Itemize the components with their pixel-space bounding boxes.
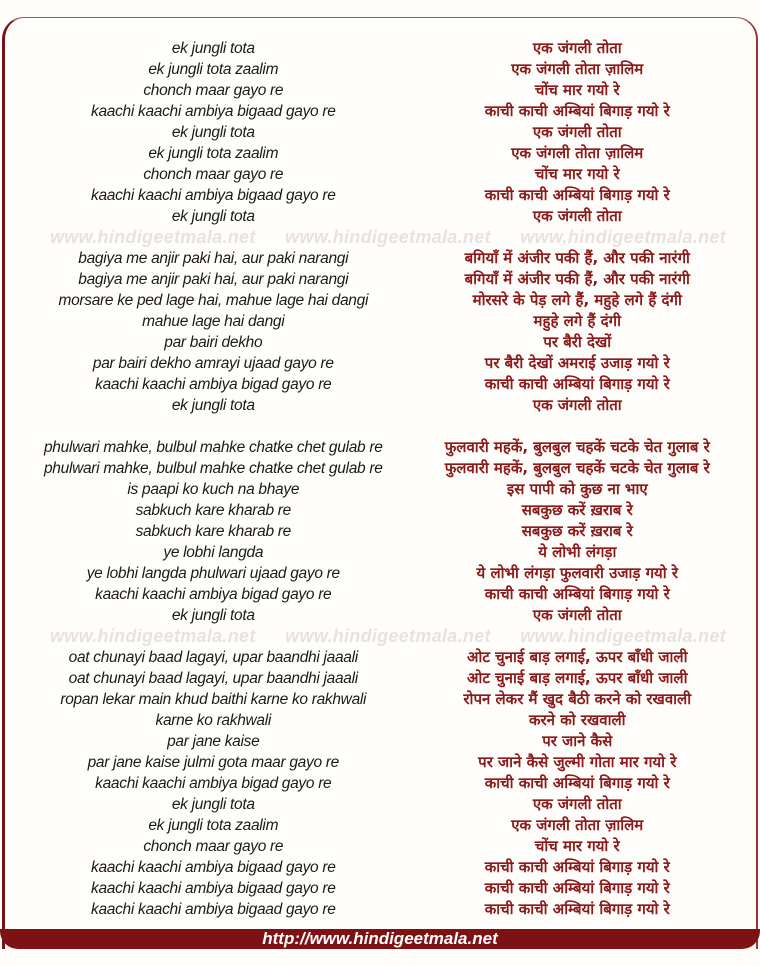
lyric-line-hi: ओट चुनाई बाड़ लगाई, ऊपर बाँधी जाली: [467, 648, 688, 666]
stanza-1: [24, 38, 752, 227]
lyric-line-hi: काची काची अम्बियां बिगाड़ गयो रे: [484, 774, 670, 792]
lyric-line-en: oat chunayi baad lagayi, upar baandhi jaaali: [68, 649, 358, 666]
lyric-line-en: par jane kaise: [167, 733, 260, 750]
lyric-line-hi: एक जंगली तोता: [532, 123, 622, 141]
lyric-line-hi: चोंच मार गयो रे: [534, 81, 620, 99]
lyric-line-en: bagiya me anjir paki hai, aur paki narangi: [78, 250, 349, 267]
watermark-text: www.hindigeetmala.net: [520, 626, 726, 646]
lyric-line-en: kaachi kaachi ambiya bigad gayo re: [95, 775, 332, 792]
watermark-row-2: [24, 626, 752, 647]
lyric-line-hi: बगियाँ में अंजीर पकी हैं, और पकी नारंगी: [464, 249, 690, 267]
lyric-line-en: bagiya me anjir paki hai, aur paki narangi: [78, 271, 349, 288]
lyric-line-en: ek jungli tota: [171, 397, 255, 414]
en-column: [24, 437, 403, 626]
lyric-line-hi: पर बैरी देखों अमराई उजाड़ गयो रे: [484, 354, 670, 372]
lyric-line-en: kaachi kaachi ambiya bigad gayo re: [95, 376, 332, 393]
en-column: [24, 248, 403, 416]
lyric-line-en: kaachi kaachi ambiya bigaad gayo re: [91, 187, 336, 204]
watermark-text: www.hindigeetmala.net: [50, 227, 256, 247]
hi-column: [403, 437, 752, 626]
lyric-line-en: par bairi dekho amrayi ujaad gayo re: [92, 355, 334, 372]
lyric-line-hi: फुलवारी महकें, बुलबुल चहकें चटके चेत गुलाब रे: [444, 459, 710, 477]
watermark-text: www.hindigeetmala.net: [285, 227, 491, 247]
lyric-line-en: chonch maar gayo re: [143, 838, 284, 855]
lyric-line-hi: काची काची अम्बियां बिगाड़ गयो रे: [484, 375, 670, 393]
lyric-line-en: karne ko rakhwali: [155, 712, 272, 729]
lyric-line-en: kaachi kaachi ambiya bigaad gayo re: [91, 859, 336, 876]
hi-column: [403, 647, 752, 920]
lyric-line-hi: काची काची अम्बियां बिगाड़ गयो रे: [484, 102, 670, 120]
lyric-line-hi: पर जाने कैसे: [542, 732, 613, 750]
lyric-line-hi: ये लोभी लंगड़ा फुलवारी उजाड़ गयो रे: [476, 564, 678, 582]
lyric-line-en: par bairi dekho: [164, 334, 263, 351]
lyric-line-hi: काची काची अम्बियां बिगाड़ गयो रे: [484, 900, 670, 918]
lyric-line-en: is paapi ko kuch na bhaye: [127, 481, 300, 498]
lyric-line-hi: काची काची अम्बियां बिगाड़ गयो रे: [484, 858, 670, 876]
watermark-text: www.hindigeetmala.net: [50, 626, 256, 646]
lyric-line-en: ek jungli tota zaalim: [148, 817, 279, 834]
lyric-line-en: ye lobhi langda: [163, 544, 264, 561]
lyric-line-en: oat chunayi baad lagayi, upar baandhi jaaali: [68, 670, 358, 687]
watermark-row-1: [24, 227, 752, 248]
lyric-line-en: par jane kaise julmi gota maar gayo re: [87, 754, 339, 771]
lyric-line-hi: एक जंगली तोता: [532, 795, 622, 813]
lyric-line-en: ye lobhi langda phulwari ujaad gayo re: [86, 565, 340, 582]
lyric-line-hi: काची काची अम्बियां बिगाड़ गयो रे: [484, 879, 670, 897]
lyric-line-en: ek jungli tota zaalim: [148, 61, 279, 78]
hi-column: [403, 248, 752, 416]
lyric-line-hi: रोपन लेकर मैं खुद बैठी करने को रखवाली: [463, 690, 692, 708]
footer-bar: [0, 929, 760, 949]
lyric-line-hi: काची काची अम्बियां बिगाड़ गयो रे: [484, 186, 670, 204]
lyric-line-hi: चोंच मार गयो रे: [534, 837, 620, 855]
stanza-4: [24, 647, 752, 920]
lyric-line-hi: काची काची अम्बियां बिगाड़ गयो रे: [484, 585, 670, 603]
lyric-line-en: ek jungli tota: [171, 208, 255, 225]
lyric-line-en: ek jungli tota zaalim: [148, 145, 279, 162]
lyric-line-en: phulwari mahke, bulbul mahke chatke chet gulab re: [43, 460, 383, 477]
hi-column: [403, 38, 752, 227]
lyrics-container: [24, 38, 752, 920]
lyric-line-hi: एक जंगली तोता: [532, 606, 622, 624]
lyric-line-en: ek jungli tota: [171, 40, 255, 57]
stanza-2: [24, 248, 752, 416]
lyric-line-en: ek jungli tota: [171, 796, 255, 813]
lyric-line-hi: ओट चुनाई बाड़ लगाई, ऊपर बाँधी जाली: [467, 669, 688, 687]
lyric-line-en: sabkuch kare kharab re: [135, 523, 291, 540]
lyric-line-en: chonch maar gayo re: [143, 166, 284, 183]
lyric-line-hi: मोरसरे के पेड़ लगे हैं, महुहे लगे हैं दंगी: [472, 291, 682, 309]
footer-site-url[interactable]: http://www.hindigeetmala.net: [262, 929, 498, 948]
lyric-line-en: morsare ke ped lage hai, mahue lage hai dangi: [58, 292, 369, 309]
lyric-line-en: mahue lage hai dangi: [142, 313, 285, 330]
lyric-line-en: ek jungli tota: [171, 607, 255, 624]
watermark-text: www.hindigeetmala.net: [520, 227, 726, 247]
lyric-line-en: kaachi kaachi ambiya bigaad gayo re: [91, 880, 336, 897]
lyric-line-hi: बगियाँ में अंजीर पकी हैं, और पकी नारंगी: [464, 270, 690, 288]
lyric-line-en: kaachi kaachi ambiya bigad gayo re: [95, 586, 332, 603]
lyric-line-hi: करने को रखवाली: [529, 711, 626, 729]
lyric-line-en: sabkuch kare kharab re: [135, 502, 291, 519]
lyric-line-en: chonch maar gayo re: [143, 82, 284, 99]
lyric-line-hi: सबकुछ करें ख़राब रे: [521, 501, 633, 519]
watermark-text: www.hindigeetmala.net: [285, 626, 491, 646]
en-column: [24, 647, 403, 920]
lyric-line-hi: फुलवारी महकें, बुलबुल चहकें चटके चेत गुलाब रे: [444, 438, 710, 456]
lyric-line-en: kaachi kaachi ambiya bigaad gayo re: [91, 103, 336, 120]
lyric-line-hi: महुहे लगे हैं दंगी: [533, 312, 621, 330]
lyric-line-en: kaachi kaachi ambiya bigaad gayo re: [91, 901, 336, 918]
lyric-line-hi: पर जाने कैसे जुल्मी गोता मार गयो रे: [478, 753, 677, 771]
lyric-line-hi: ये लोभी लंगड़ा: [538, 543, 617, 561]
lyric-line-en: phulwari mahke, bulbul mahke chatke chet gulab re: [43, 439, 383, 456]
stanza-3: [24, 437, 752, 626]
lyric-line-hi: एक जंगली तोता: [532, 396, 622, 414]
lyric-line-hi: इस पापी को कुछ ना भाए: [506, 480, 648, 498]
lyric-line-hi: एक जंगली तोता: [532, 207, 622, 225]
lyric-line-hi: पर बैरी देखों: [543, 333, 612, 351]
lyric-line-en: ropan lekar main khud baithi karne ko rakhwali: [60, 691, 367, 708]
lyric-line-hi: एक जंगली तोता ज़ालिम: [511, 60, 644, 78]
lyric-line-hi: सबकुछ करें ख़राब रे: [521, 522, 633, 540]
lyric-line-hi: चोंच मार गयो रे: [534, 165, 620, 183]
lyric-line-en: ek jungli tota: [171, 124, 255, 141]
lyric-line-hi: एक जंगली तोता: [532, 39, 622, 57]
en-column: [24, 38, 403, 227]
lyric-line-hi: एक जंगली तोता ज़ालिम: [511, 144, 644, 162]
stanza-gap: [24, 416, 752, 437]
lyric-line-hi: एक जंगली तोता ज़ालिम: [511, 816, 644, 834]
